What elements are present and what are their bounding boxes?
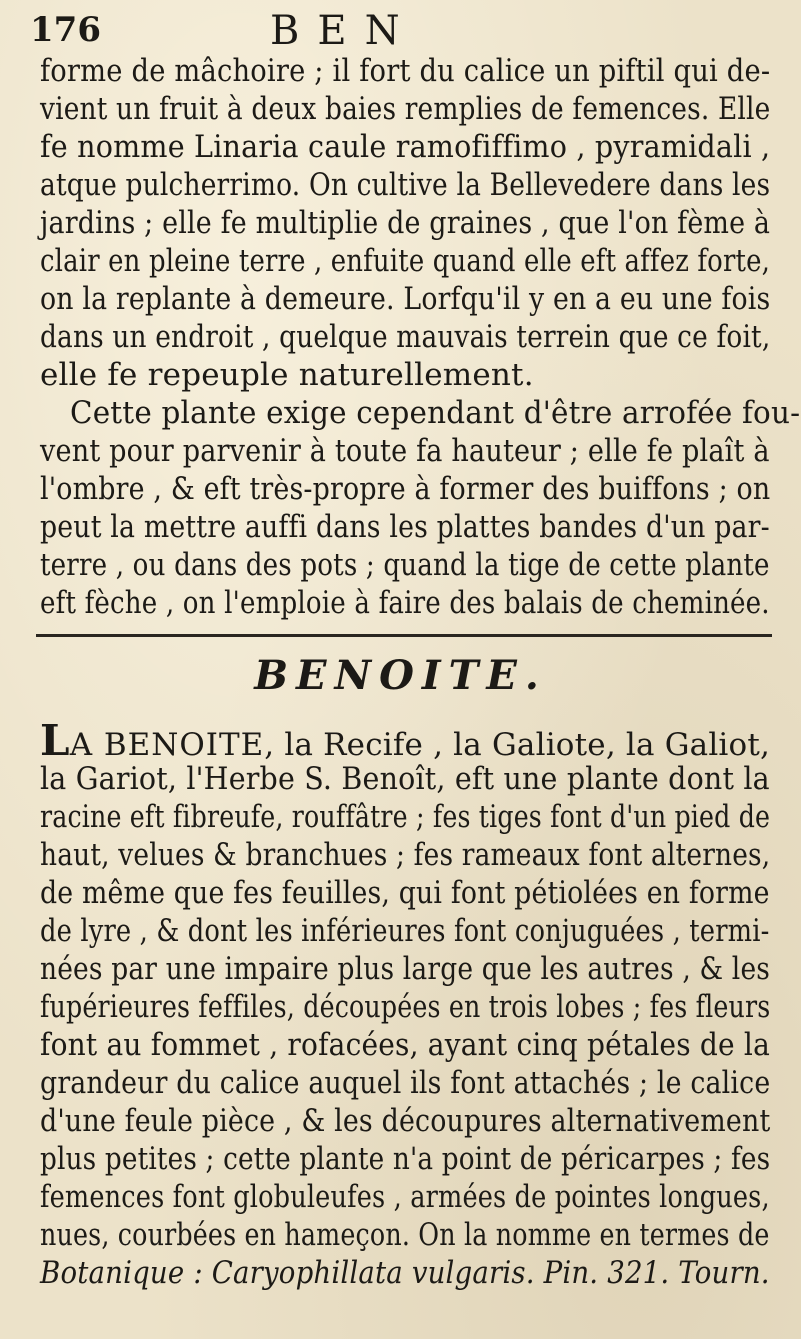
text-line: fe nomme Linaria caule ramofiffimo , pyramidali , xyxy=(40,129,771,165)
text-line: grandeur du calice auquel ils font attachés ; le calice xyxy=(40,1065,771,1101)
page-number: 176 xyxy=(30,10,101,50)
text-line: peut la mettre auffi dans les plattes bandes d'un par- xyxy=(40,509,770,545)
text-line: d'une feule pièce , & les découpures alternativement xyxy=(40,1103,771,1139)
text-line: fupérieures feffiles, découpées en trois lobes ; fes fleurs xyxy=(40,989,771,1025)
running-head: BEN xyxy=(270,8,418,54)
text-line: nues, courbées en hameçon. On la nomme en termes de xyxy=(40,1217,770,1253)
drop-cap: L xyxy=(40,716,70,765)
text-line: dans un endroit , quelque mauvais terrein que ce foit, xyxy=(40,319,771,355)
text-line: de lyre , & dont les inférieures font conjuguées , termi- xyxy=(40,913,770,949)
text-line: font au fommet , rofacées, ayant cinq pétales de la xyxy=(40,1027,770,1063)
entry-synonyms: , la Recife , la Galiote, la Galiot, xyxy=(264,727,771,763)
entry-headword: A BENOITE xyxy=(69,727,265,763)
text-line: jardins ; elle fe multiplie de graines , que l'on fème à xyxy=(40,205,771,241)
text-line: haut, velues & branchues ; fes rameaux font alternes, xyxy=(40,837,771,873)
text-line: Botanique : Caryophillata vulgaris. Pin. 321. Tourn. xyxy=(40,1255,770,1291)
text-line: on la replante à demeure. Lorfqu'il y en a eu une fois xyxy=(40,281,771,317)
section-title: BENOITE. xyxy=(254,652,547,699)
text-line: l'ombre , & eft très-propre à former des buiffons ; on xyxy=(40,471,771,507)
text-line: vent pour parvenir à toute fa hauteur ; elle fe plaît à xyxy=(40,433,770,469)
text-line: atque pulcherrimo. On cultive la Bellevedere dans les xyxy=(40,167,771,203)
text-line: nées par une impaire plus large que les autres , & les xyxy=(40,951,771,987)
text-line: plus petites ; cette plante n'a point de péricarpes ; fes xyxy=(40,1141,771,1177)
text-line: terre , ou dans des pots ; quand la tige de cette plante xyxy=(40,547,770,583)
text-line: clair en pleine terre , enfuite quand elle eft affez forte, xyxy=(40,243,770,279)
text-line: eft fèche , on l'emploie à faire des balais de cheminée. xyxy=(40,585,770,621)
text-line: vient un fruit à deux baies remplies de femences. Elle xyxy=(40,91,771,127)
text-line: forme de mâchoire ; il fort du calice un piftil qui de- xyxy=(40,53,771,89)
text-line: femences font globuleufes , armées de pointes longues, xyxy=(40,1179,770,1215)
text-line-first xyxy=(40,716,771,765)
section-rule xyxy=(36,634,772,637)
text-line: Cette plante exige cependant d'être arrofée fou- xyxy=(70,395,801,431)
text-line: elle fe repeuple naturellement. xyxy=(40,357,534,393)
text-line: la Gariot, l'Herbe S. Benoît, eft une plante dont la xyxy=(40,761,770,797)
text-line: de même que fes feuilles, qui font pétiolées en forme xyxy=(40,875,770,911)
text-line: racine eft fibreufe, rouffâtre ; fes tiges font d'un pied de xyxy=(40,799,771,835)
